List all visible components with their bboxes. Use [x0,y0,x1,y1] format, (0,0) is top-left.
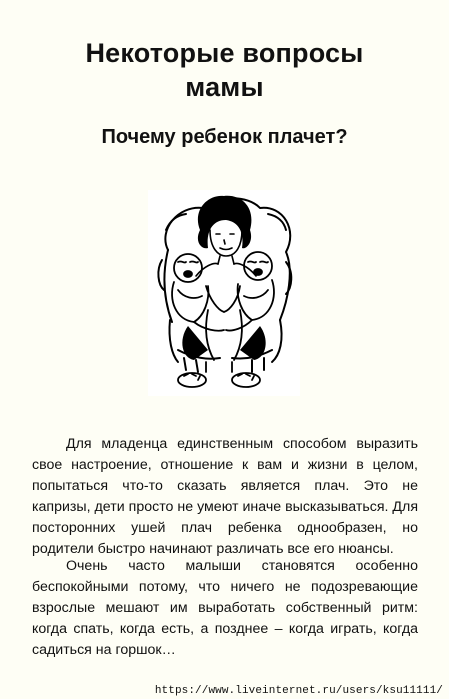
page-title [0,36,449,104]
section-heading: Почему ребенок плачет? [101,126,348,148]
watermark-url: https://www.liveinternet.ru/users/ksu11111/ [154,685,443,697]
page-title-line-2: мамы [185,72,264,102]
paragraph-1: Для младенца единственным способом выразить свое настроение, отношение к вам и жизни в целом, попытаться что-то сказать является плач. Это не капризы, дети просто не умеют иначе высказываться. Для посторонних ушей плач ребенка однообразен, но родители быстро начинают различать все его нюансы. [32,436,418,557]
page-title-line-1: Некоторые вопросы [85,38,364,68]
mother-with-twins-illustration [148,190,300,396]
illustration-drawing [148,190,300,396]
paragraph-2: Очень часто малыши становятся особенно беспокойными потому, что ничего не подозревающие взрослые мешают им выработать собственный ритм: когда спать, когда есть, а позднее – когда играть, когда садиться на горшок… [32,558,418,658]
